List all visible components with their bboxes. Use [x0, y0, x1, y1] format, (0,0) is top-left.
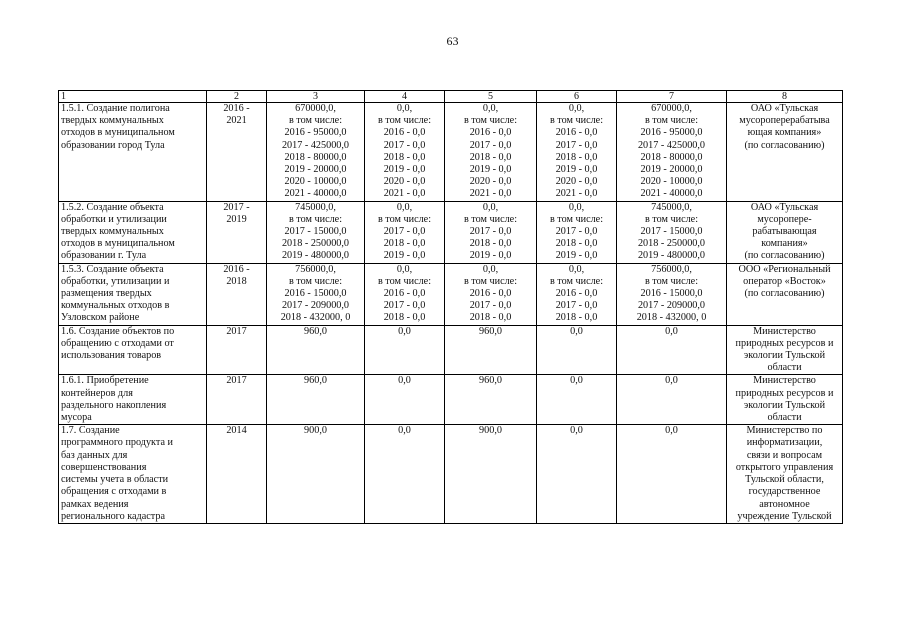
cell-line: 2016 - 95000,0 [284, 127, 347, 139]
col-header-4: 4 [365, 91, 445, 103]
executor-cell [727, 103, 843, 202]
cell-line: 2016 - 95000,0 [640, 127, 703, 139]
cell-line: 745000,0, [651, 201, 692, 213]
cell-line: коммунальных отходов в [61, 300, 170, 312]
cell-line: 2019 [226, 213, 247, 225]
cell-line: 2018 - 80000,0 [640, 151, 703, 163]
funding-col7-cell [617, 325, 727, 375]
cell-line: в том числе: [463, 275, 518, 287]
period-cell [207, 375, 267, 425]
cell-line: рамках ведения [61, 498, 129, 510]
cell-line: в том числе: [644, 275, 699, 287]
cell-line: 2019 - 0,0 [383, 164, 426, 176]
funding-col5-cell [445, 103, 537, 202]
cell-line: 0,0 [570, 375, 583, 387]
cell-line: 2021 - 40000,0 [284, 188, 347, 200]
col-header-5: 5 [445, 91, 537, 103]
cell-line: 745000,0, [295, 201, 336, 213]
cell-line: в том числе: [644, 213, 699, 225]
cell-line: в том числе: [288, 115, 343, 127]
total-funding-cell [267, 425, 365, 524]
cell-line: 2021 - 0,0 [383, 188, 426, 200]
measure-name-cell [59, 263, 207, 325]
cell-line: 2020 - 10000,0 [640, 176, 703, 188]
cell-line: Министерство [753, 375, 816, 387]
funding-col6-cell [537, 375, 617, 425]
cell-line: 2016 - 15000,0 [640, 288, 703, 300]
cell-line: 2017 - 0,0 [555, 300, 598, 312]
period-cell [207, 201, 267, 263]
executor-cell [727, 325, 843, 375]
cell-line: 2020 - 10000,0 [284, 176, 347, 188]
cell-line: Министерство [753, 325, 816, 337]
cell-line: 2018 - 0,0 [555, 151, 598, 163]
cell-line: 2016 - 0,0 [555, 127, 598, 139]
cell-line: в том числе: [377, 213, 432, 225]
cell-line: 0,0, [568, 201, 585, 213]
funding-col4-cell [365, 325, 445, 375]
cell-line: 2018 - 0,0 [555, 238, 598, 250]
cell-line: 2017 - 209000,0 [281, 300, 350, 312]
cell-line: (по согласованию) [744, 288, 825, 300]
cell-line: оператор «Восток» [743, 275, 826, 287]
measure-name-cell [59, 103, 207, 202]
cell-line: (по согласованию) [744, 250, 825, 262]
cell-line: 2021 - 0,0 [555, 188, 598, 200]
cell-line: 2016 - 15000,0 [284, 288, 347, 300]
cell-line: 2017 - 0,0 [555, 226, 598, 238]
cell-line: 2018 - 80000,0 [284, 151, 347, 163]
cell-line: образовании г. Тула [61, 250, 147, 262]
total-funding-cell [267, 375, 365, 425]
funding-col7-cell [617, 201, 727, 263]
cell-line: 0,0 [665, 425, 678, 437]
cell-line: обработки и утилизации [61, 213, 167, 225]
cell-line: информатизации, [746, 437, 823, 449]
cell-line: связи и вопросам [746, 449, 823, 461]
col-header-6: 6 [537, 91, 617, 103]
funding-col5-cell [445, 375, 537, 425]
cell-line: 960,0 [479, 325, 502, 337]
table-row [59, 201, 843, 263]
cell-line: в том числе: [377, 115, 432, 127]
cell-line: баз данных для [61, 449, 128, 461]
cell-line: 2018 - 432000, 0 [636, 312, 707, 324]
cell-line: 2018 - 0,0 [383, 238, 426, 250]
table-row [59, 103, 843, 202]
cell-line: отходов в муниципальном [61, 127, 175, 139]
cell-line: 670000,0, [295, 103, 336, 114]
cell-line: 0,0 [398, 375, 411, 387]
measure-name-cell [59, 201, 207, 263]
cell-line: 0,0, [396, 103, 413, 114]
cell-line: Тульской области, [745, 474, 824, 486]
cell-line: природных ресурсов и [735, 337, 834, 349]
cell-line: области [767, 362, 802, 374]
cell-line: Узловском районе [61, 312, 140, 324]
cell-line: 2019 - 20000,0 [640, 164, 703, 176]
cell-line: ющая компания» [747, 127, 822, 139]
cell-line: 0,0, [482, 201, 499, 213]
measure-name-cell [59, 325, 207, 375]
cell-line: размещения твердых [61, 288, 152, 300]
page-number: 63 [446, 34, 459, 48]
cell-line: 960,0 [479, 375, 502, 387]
cell-line: 2017 - 425000,0 [281, 139, 350, 151]
cell-line: рабатывающая [752, 226, 817, 238]
cell-line: 2019 - 480000,0 [281, 250, 350, 262]
cell-line: образовании город Тула [61, 139, 165, 151]
cell-line: 2020 - 0,0 [383, 176, 426, 188]
cell-line: 2017 - 0,0 [469, 300, 512, 312]
cell-line: 0,0, [568, 263, 585, 275]
cell-line: 1.5.2. Создание объекта [61, 201, 164, 213]
col-header-1: 1 [59, 91, 207, 103]
cell-line: ООО «Региональный [738, 263, 831, 275]
cell-line: 2018 - 0,0 [469, 151, 512, 163]
cell-line: в том числе: [644, 115, 699, 127]
cell-line: 2016 - 0,0 [555, 288, 598, 300]
cell-line: контейнеров для [61, 387, 133, 399]
cell-line: 2014 [226, 425, 247, 437]
cell-line: в том числе: [549, 115, 604, 127]
cell-line: в том числе: [377, 275, 432, 287]
cell-line: 2018 [226, 275, 247, 287]
cell-line: 2021 - 0,0 [469, 188, 512, 200]
cell-line: использования товаров [61, 350, 162, 362]
period-cell [207, 103, 267, 202]
cell-line: 0,0, [396, 263, 413, 275]
funding-col5-cell [445, 325, 537, 375]
cell-line: 2021 [226, 115, 247, 127]
col-header-2: 2 [207, 91, 267, 103]
cell-line: 2017 - 0,0 [469, 226, 512, 238]
cell-line: 670000,0, [651, 103, 692, 114]
funding-col4-cell [365, 263, 445, 325]
cell-line: обращению с отходами от [61, 337, 174, 349]
cell-line: 2019 - 0,0 [469, 164, 512, 176]
header-row [59, 91, 843, 103]
cell-line: мусоропере- [757, 213, 812, 225]
cell-line: в том числе: [288, 275, 343, 287]
funding-col6-cell [537, 103, 617, 202]
funding-col5-cell [445, 201, 537, 263]
table-row [59, 325, 843, 375]
cell-line: 2017 - 0,0 [555, 139, 598, 151]
cell-line: 1.7. Создание [61, 425, 120, 437]
cell-line: 2018 - 0,0 [469, 312, 512, 324]
executor-cell [727, 201, 843, 263]
measures-table [58, 90, 843, 524]
cell-line: экологии Тульской [743, 350, 826, 362]
table-body [59, 103, 843, 524]
cell-line: государственное [748, 486, 821, 498]
period-cell [207, 425, 267, 524]
funding-col5-cell [445, 425, 537, 524]
cell-line: в том числе: [463, 213, 518, 225]
total-funding-cell [267, 201, 365, 263]
cell-line: 2016 - [223, 103, 250, 114]
cell-line: 2018 - 0,0 [555, 312, 598, 324]
cell-line: учреждение Тульской [737, 510, 832, 522]
executor-cell [727, 425, 843, 524]
executor-cell [727, 263, 843, 325]
cell-line: системы учета в области [61, 474, 169, 486]
cell-line: 0,0 [398, 425, 411, 437]
funding-col5-cell [445, 263, 537, 325]
cell-line: 2017 - 15000,0 [284, 226, 347, 238]
measure-name-cell [59, 375, 207, 425]
cell-line: 2017 - [223, 201, 250, 213]
measure-name-cell [59, 425, 207, 524]
cell-line: 2019 - 0,0 [555, 250, 598, 262]
cell-line: 2016 - 0,0 [383, 127, 426, 139]
cell-line: 2018 - 250000,0 [281, 238, 350, 250]
cell-line: в том числе: [288, 213, 343, 225]
cell-line: ОАО «Тульская [750, 103, 819, 114]
cell-line: 2017 - 209000,0 [637, 300, 706, 312]
cell-line: 0,0, [568, 103, 585, 114]
total-funding-cell [267, 263, 365, 325]
cell-line: (по согласованию) [744, 139, 825, 151]
cell-line: 2016 - 0,0 [469, 288, 512, 300]
cell-line: открытого управления [735, 461, 834, 473]
table-row [59, 375, 843, 425]
cell-line: совершенствования [61, 461, 147, 473]
cell-line: 1.6.1. Приобретение [61, 375, 149, 387]
cell-line: 2019 - 0,0 [469, 250, 512, 262]
cell-line: 0,0 [665, 325, 678, 337]
cell-line: 2017 [226, 325, 247, 337]
cell-line: 0,0, [482, 263, 499, 275]
funding-col4-cell [365, 375, 445, 425]
cell-line: в том числе: [549, 275, 604, 287]
cell-line: 1.6. Создание объектов по [61, 325, 175, 337]
funding-col7-cell [617, 375, 727, 425]
cell-line: Министерство по [746, 425, 823, 437]
cell-line: мусора [61, 412, 92, 424]
total-funding-cell [267, 325, 365, 375]
cell-line: твердых коммунальных [61, 115, 164, 127]
cell-line: 2019 - 480000,0 [637, 250, 706, 262]
cell-line: 2017 - 0,0 [383, 139, 426, 151]
cell-line: 0,0, [396, 201, 413, 213]
cell-line: 2019 - 20000,0 [284, 164, 347, 176]
cell-line: в том числе: [549, 213, 604, 225]
cell-line: 2018 - 432000, 0 [280, 312, 351, 324]
cell-line: экологии Тульской [743, 399, 826, 411]
cell-line: обращения с отходами в [61, 486, 167, 498]
funding-col4-cell [365, 425, 445, 524]
cell-line: 0,0 [570, 325, 583, 337]
cell-line: 0,0 [398, 325, 411, 337]
cell-line: 2018 - 250000,0 [637, 238, 706, 250]
cell-line: 2017 - 0,0 [383, 226, 426, 238]
col-header-3: 3 [267, 91, 365, 103]
funding-col4-cell [365, 103, 445, 202]
cell-line: 2018 - 0,0 [383, 312, 426, 324]
cell-line: отходов в муниципальном [61, 238, 175, 250]
cell-line: 756000,0, [295, 263, 336, 275]
cell-line: 2018 - 0,0 [469, 238, 512, 250]
cell-line: твердых коммунальных [61, 226, 164, 238]
cell-line: 0,0 [665, 375, 678, 387]
cell-line: программного продукта и [61, 437, 173, 449]
funding-col6-cell [537, 201, 617, 263]
cell-line: 2017 - 0,0 [383, 300, 426, 312]
cell-line: ОАО «Тульская [750, 201, 819, 213]
cell-line: 2016 - 0,0 [469, 127, 512, 139]
period-cell [207, 263, 267, 325]
cell-line: 2016 - [223, 263, 250, 275]
table-row [59, 425, 843, 524]
cell-line: 900,0 [304, 425, 327, 437]
cell-line: 2017 - 15000,0 [640, 226, 703, 238]
cell-line: 2016 - 0,0 [383, 288, 426, 300]
executor-cell [727, 375, 843, 425]
cell-line: 2017 [226, 375, 247, 387]
cell-line: 960,0 [304, 325, 327, 337]
cell-line: автономное [759, 498, 810, 510]
funding-col6-cell [537, 263, 617, 325]
funding-col6-cell [537, 325, 617, 375]
funding-col4-cell [365, 201, 445, 263]
col-header-7: 7 [617, 91, 727, 103]
funding-col6-cell [537, 425, 617, 524]
cell-line: 1.5.1. Создание полигона [61, 103, 170, 114]
cell-line: компания» [761, 238, 808, 250]
cell-line: 2018 - 0,0 [383, 151, 426, 163]
table-row [59, 263, 843, 325]
cell-line: 756000,0, [651, 263, 692, 275]
cell-line: 900,0 [479, 425, 502, 437]
cell-line: 2021 - 40000,0 [640, 188, 703, 200]
funding-col7-cell [617, 263, 727, 325]
cell-line: 2019 - 0,0 [555, 164, 598, 176]
funding-col7-cell [617, 425, 727, 524]
cell-line: 0,0, [482, 103, 499, 114]
funding-col7-cell [617, 103, 727, 202]
cell-line: области [767, 412, 802, 424]
cell-line: раздельного накопления [61, 399, 167, 411]
cell-line: 0,0 [570, 425, 583, 437]
cell-line: 960,0 [304, 375, 327, 387]
cell-line: в том числе: [463, 115, 518, 127]
cell-line: 2017 - 0,0 [469, 139, 512, 151]
cell-line: 2017 - 425000,0 [637, 139, 706, 151]
cell-line: 2020 - 0,0 [555, 176, 598, 188]
cell-line: обработки, утилизации и [61, 275, 170, 287]
cell-line: 1.5.3. Создание объекта [61, 263, 164, 275]
cell-line: 2019 - 0,0 [383, 250, 426, 262]
cell-line: природных ресурсов и [735, 387, 834, 399]
cell-line: 2020 - 0,0 [469, 176, 512, 188]
cell-line: мусороперерабатыва [739, 115, 830, 127]
cell-line: регионального кадастра [61, 510, 165, 522]
total-funding-cell [267, 103, 365, 202]
col-header-8: 8 [727, 91, 843, 103]
period-cell [207, 325, 267, 375]
